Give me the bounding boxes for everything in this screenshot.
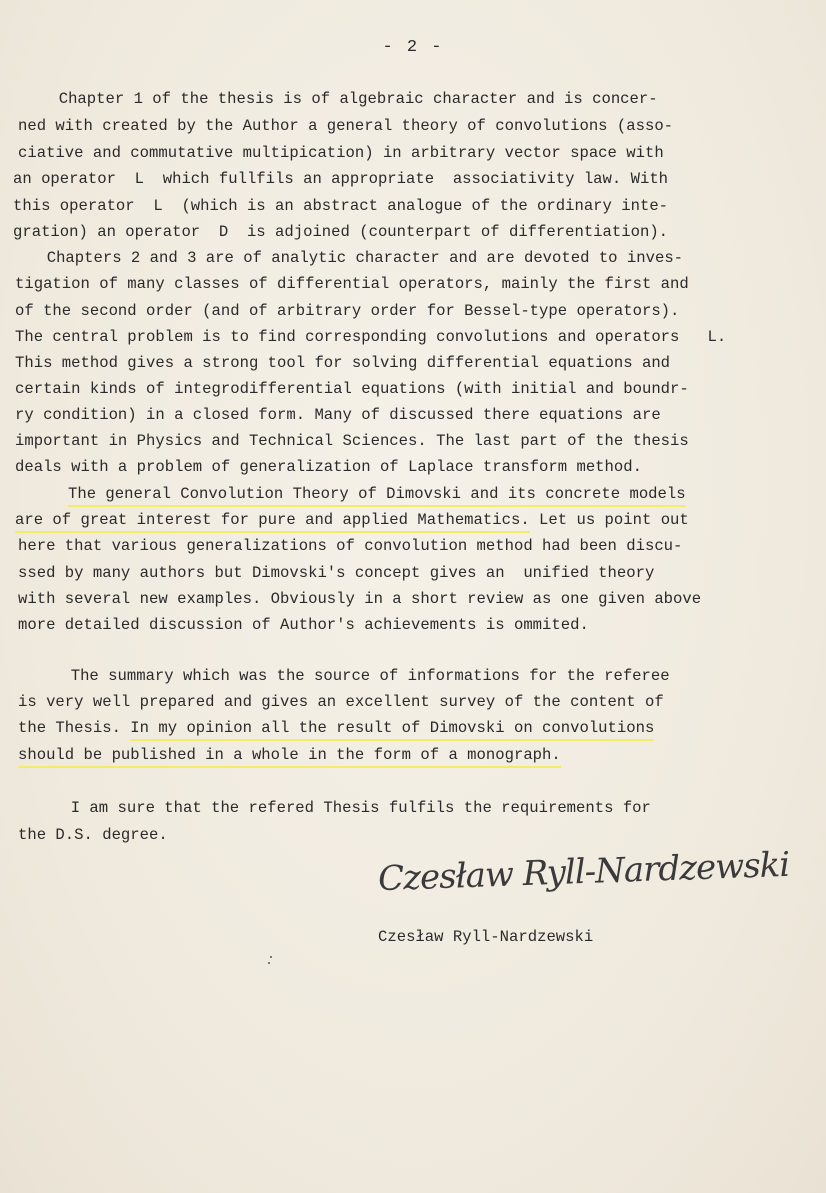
text-line: certain kinds of integrodifferential equations (with initial and boundr-: [15, 380, 689, 398]
ink-speck: [270, 956, 272, 958]
highlight-span: In my opinion all the result of Dimovski on convolutions: [130, 719, 654, 741]
handwritten-signature: Czesław Ryll-Nardzewski: [377, 844, 790, 900]
text-line: ned with created by the Author a general theory of convolutions (asso-: [18, 117, 674, 135]
text-line: the D.S. degree.: [18, 826, 168, 844]
highlighted-text-line: [68, 487, 686, 503]
text-line: The central problem is to find corresponding convolutions and operators L.: [15, 328, 727, 346]
text-line: important in Physics and Technical Sciences. The last part of the thesis: [15, 432, 689, 450]
text-line: [18, 721, 654, 737]
text-line: I am sure that the refered Thesis fulfils the requirements for: [52, 799, 651, 817]
text-line: tigation of many classes of differential operators, mainly the first and: [15, 275, 689, 293]
text-line: with several new examples. Obviously in a short review as one given above: [18, 590, 702, 608]
highlight-span: are of great interest for pure and applied Mathematics.: [15, 511, 530, 533]
text-line: Chapter 1 of the thesis is of algebraic character and is concer-: [40, 90, 658, 108]
text-line: ssed by many authors but Dimovski's concept gives an unified theory: [18, 564, 655, 582]
text-line: This method gives a strong tool for solving differential equations and: [15, 354, 671, 372]
ink-speck: [268, 962, 270, 964]
highlighted-text-line: [18, 748, 561, 764]
text-line: ciative and commutative multipication) in arbitrary vector space with: [18, 144, 664, 162]
text-line: [15, 513, 689, 529]
text-line: more detailed discussion of Author's achievements is ommited.: [18, 616, 589, 634]
text-line: ry condition) in a closed form. Many of discussed there equations are: [15, 406, 661, 424]
text-line: an operator L which fullfils an appropriate associativity law. With: [13, 170, 669, 188]
text-line: gration) an operator D is adjoined (counterpart of differentiation).: [13, 223, 669, 241]
text-line: deals with a problem of generalization of Laplace transform method.: [15, 458, 642, 476]
text-line: Chapters 2 and 3 are of analytic character and are devoted to inves-: [28, 249, 684, 267]
text-line: of the second order (and of arbitrary order for Bessel-type operators).: [15, 302, 680, 320]
text-line: The summary which was the source of informations for the referee: [52, 667, 670, 685]
text-span: Let us point out: [529, 511, 689, 529]
text-line: this operator L (which is an abstract analogue of the ordinary inte-: [13, 197, 669, 215]
highlight-span: should be published in a whole in the form of a monograph.: [18, 746, 561, 768]
text-span: the Thesis.: [18, 719, 131, 737]
highlight-span: The general Convolution Theory of Dimovski and its concrete models: [68, 485, 686, 507]
text-line: is very well prepared and gives an excellent survey of the content of: [18, 693, 664, 711]
text-line: here that various generalizations of convolution method had been discu-: [18, 537, 683, 555]
signer-name: Czesław Ryll-Nardzewski: [378, 928, 594, 946]
page-number: - 2 -: [382, 38, 444, 57]
